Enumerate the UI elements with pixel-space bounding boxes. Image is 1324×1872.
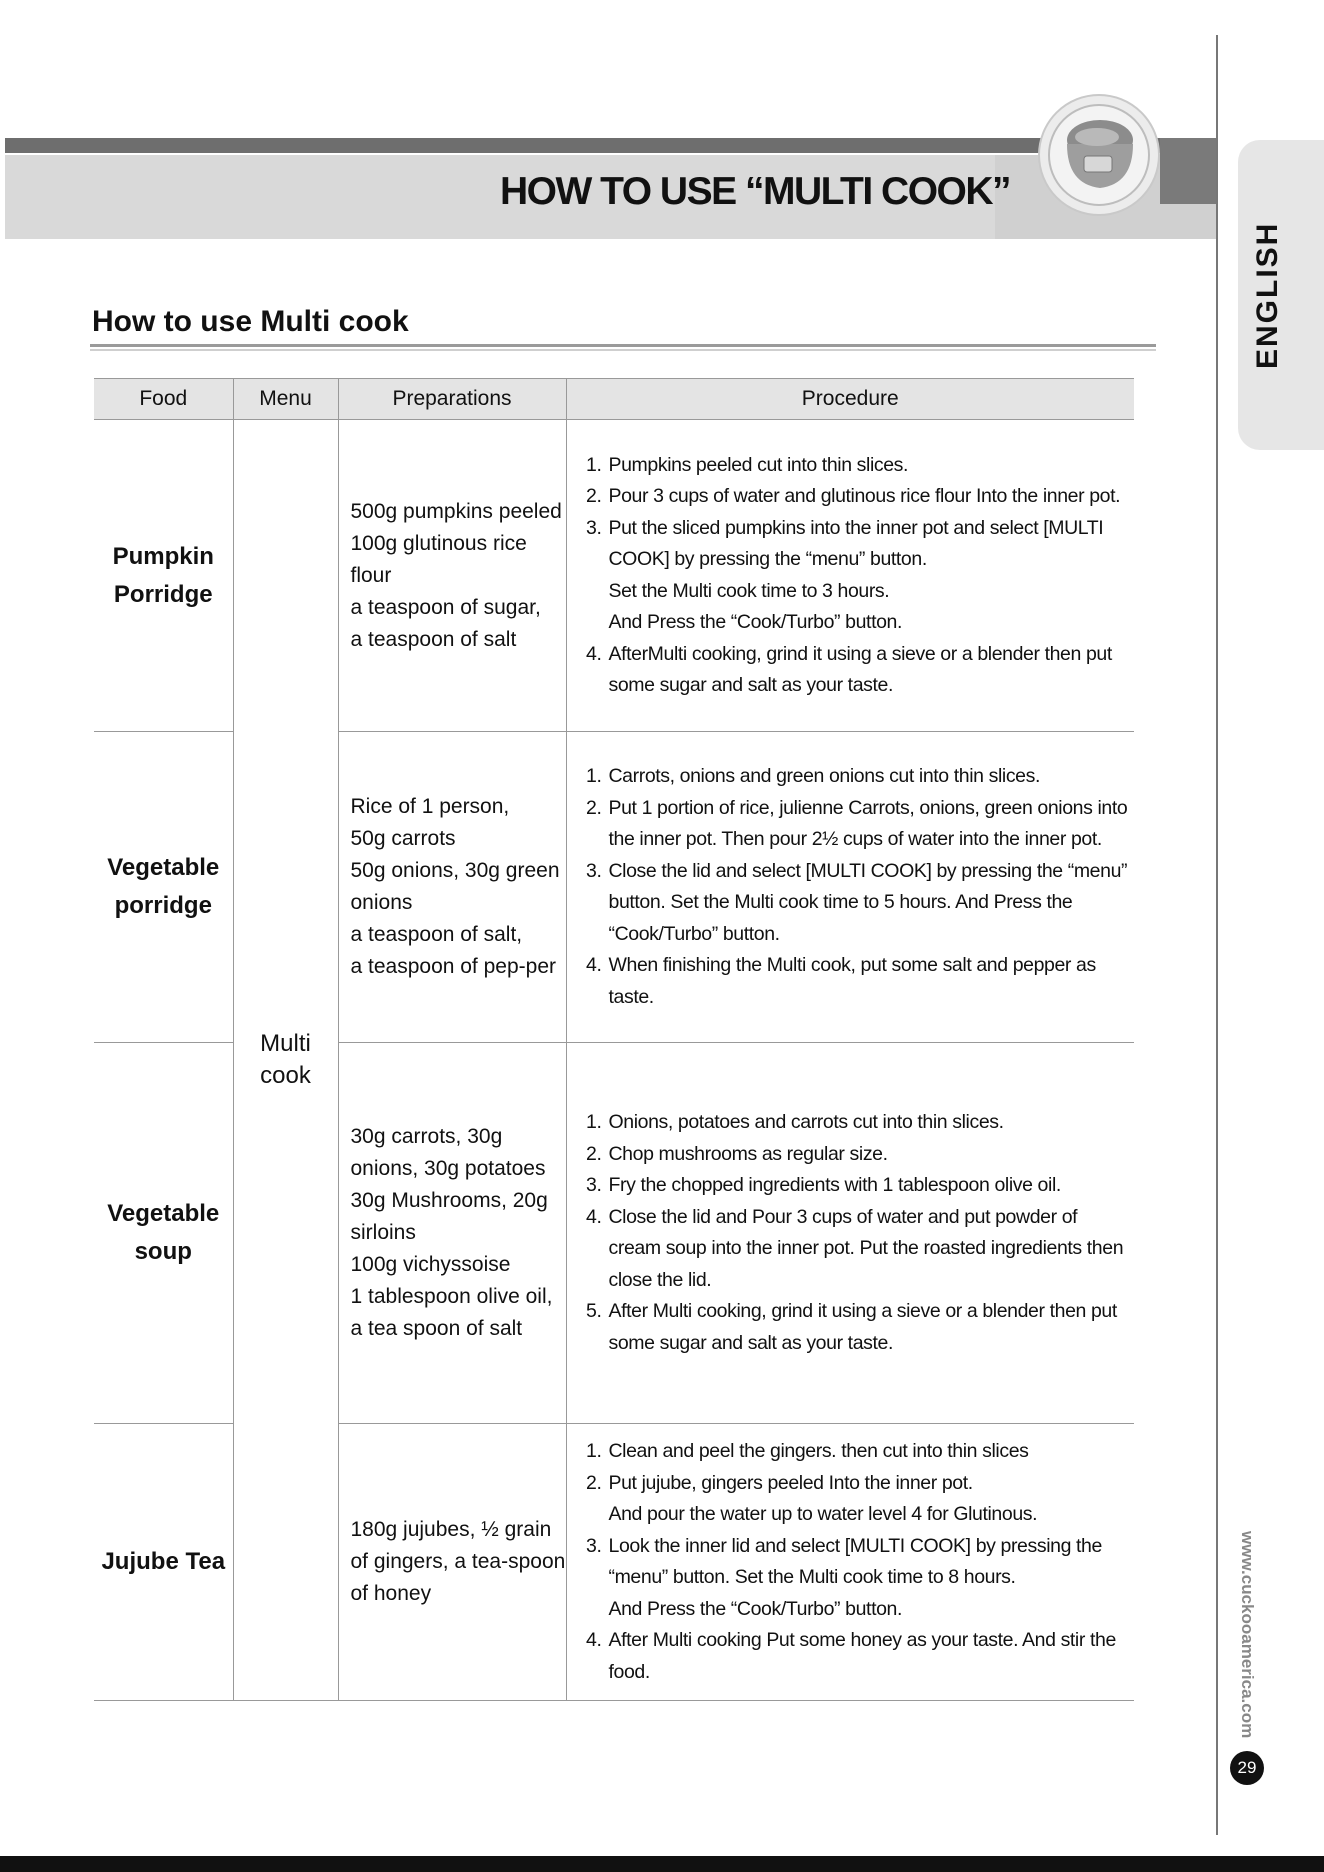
column-header-procedure: Procedure <box>566 379 1134 420</box>
food-name-text: Vegetable porridge <box>107 854 220 919</box>
procedure-step: 4. After Multi cooking Put some honey as your taste. And stir the food. <box>607 1625 1135 1688</box>
procedure-step: 4. When finishing the Multi cook, put some salt and pepper as taste. <box>607 950 1135 1013</box>
procedure-step: 2. Chop mushrooms as regular size. <box>607 1139 1135 1171</box>
food-name <box>94 420 233 732</box>
menu-cell <box>233 420 338 1701</box>
section-divider <box>90 344 1156 347</box>
procedure-step: 2. Put 1 portion of rice, julienne Carrots, onions, green onions into the inner pot. Then pour 2½ cups of water into the inner pot. <box>607 793 1135 856</box>
procedure-list <box>585 761 1135 1013</box>
procedure-cell <box>566 1043 1134 1424</box>
procedure-list <box>585 450 1135 702</box>
food-name <box>94 732 233 1043</box>
procedure-list <box>585 1107 1135 1359</box>
procedure-step: 2. Pour 3 cups of water and glutinous rice flour Into the inner pot. <box>607 481 1135 513</box>
procedure-step: 5. After Multi cooking, grind it using a sieve or a blender then put some sugar and salt as your taste. <box>607 1296 1135 1359</box>
procedure-cell <box>566 420 1134 732</box>
page-edge-rule <box>1216 35 1218 1835</box>
page-number: 29 <box>1230 1751 1264 1785</box>
table-row <box>94 420 1134 732</box>
column-header-preparations: Preparations <box>338 379 566 420</box>
rice-cooker-icon <box>1038 94 1160 216</box>
procedure-cell <box>566 732 1134 1043</box>
website-url: www.cuckooamerica.com <box>1238 1531 1257 1739</box>
food-name-text: Jujube Tea <box>101 1548 226 1575</box>
preparations-text: 500g pumpkins peeled 100g glutinous rice flour a teaspoon of sugar, a teaspoon of salt <box>350 499 562 651</box>
preparations-cell <box>338 420 566 732</box>
table-header-row <box>94 379 1134 420</box>
header-band-top <box>5 138 1217 153</box>
procedure-step: 3. Look the inner lid and select [MULTI COOK] by pressing the “menu” button. Set the Multi cook time to 8 hours. And Press the “Cook/Turbo” button. <box>607 1531 1135 1626</box>
preparations-text: 180g jujubes, ½ grain of gingers, a tea-spoon of honey <box>350 1518 566 1605</box>
preparations-cell <box>338 732 566 1043</box>
food-name-text: Pumpkin Porridge <box>112 542 214 608</box>
section-title: How to use Multi cook <box>92 305 409 338</box>
procedure-step: 2. Put jujube, gingers peeled Into the inner pot. And pour the water up to water level 4 for Glutinous. <box>607 1468 1135 1531</box>
food-name <box>94 1424 233 1701</box>
column-header-menu: Menu <box>233 379 338 420</box>
procedure-step: 4. Close the lid and Pour 3 cups of water and put powder of cream soup into the inner pot. Put the roasted ingredients then close the lid. <box>607 1202 1135 1297</box>
page-title: HOW TO USE “MULTI COOK” <box>500 170 1011 213</box>
menu-label: Multi cook <box>260 1030 311 1089</box>
column-header-food: Food <box>94 379 233 420</box>
preparations-cell <box>338 1043 566 1424</box>
bottom-strip <box>0 1856 1324 1872</box>
procedure-step: 1. Carrots, onions and green onions cut into thin slices. <box>607 761 1135 793</box>
food-name-text: Vegetable soup <box>107 1200 220 1265</box>
procedure-step: 1. Pumpkins peeled cut into thin slices. <box>607 450 1135 482</box>
preparations-cell <box>338 1424 566 1701</box>
section-divider-light <box>90 349 1156 351</box>
food-name <box>94 1043 233 1424</box>
procedure-step: 1. Clean and peel the gingers. then cut into thin slices <box>607 1436 1135 1468</box>
procedure-cell <box>566 1424 1134 1701</box>
header-band-dark-block <box>1160 138 1217 204</box>
preparations-text: Rice of 1 person, 50g carrots 50g onions, 30g green onions a teaspoon of salt, a teaspoon of pep-per <box>350 795 560 978</box>
procedure-step: 1. Onions, potatoes and carrots cut into thin slices. <box>607 1107 1135 1139</box>
recipe-table <box>94 378 1134 1701</box>
procedure-step: 3. Fry the chopped ingredients with 1 tablespoon olive oil. <box>607 1170 1135 1202</box>
language-tab-label: ENGLISH <box>1251 221 1284 369</box>
preparations-text: 30g carrots, 30g onions, 30g potatoes 30g Mushrooms, 20g sirloins 100g vichyssoise 1 tablespoon olive oil, a tea spoon of salt <box>350 1125 553 1340</box>
procedure-step: 4. AfterMulti cooking, grind it using a sieve or a blender then put some sugar and salt as your taste. <box>607 639 1135 702</box>
procedure-list <box>585 1436 1135 1688</box>
procedure-step: 3. Close the lid and select [MULTI COOK] by pressing the “menu” button. Set the Multi cook time to 5 hours. And Press the “Cook/Turbo” button. <box>607 856 1135 951</box>
procedure-step: 3. Put the sliced pumpkins into the inner pot and select [MULTI COOK] by pressing the “menu” button. Set the Multi cook time to 3 hours. And Press the “Cook/Turbo” button. <box>607 513 1135 639</box>
